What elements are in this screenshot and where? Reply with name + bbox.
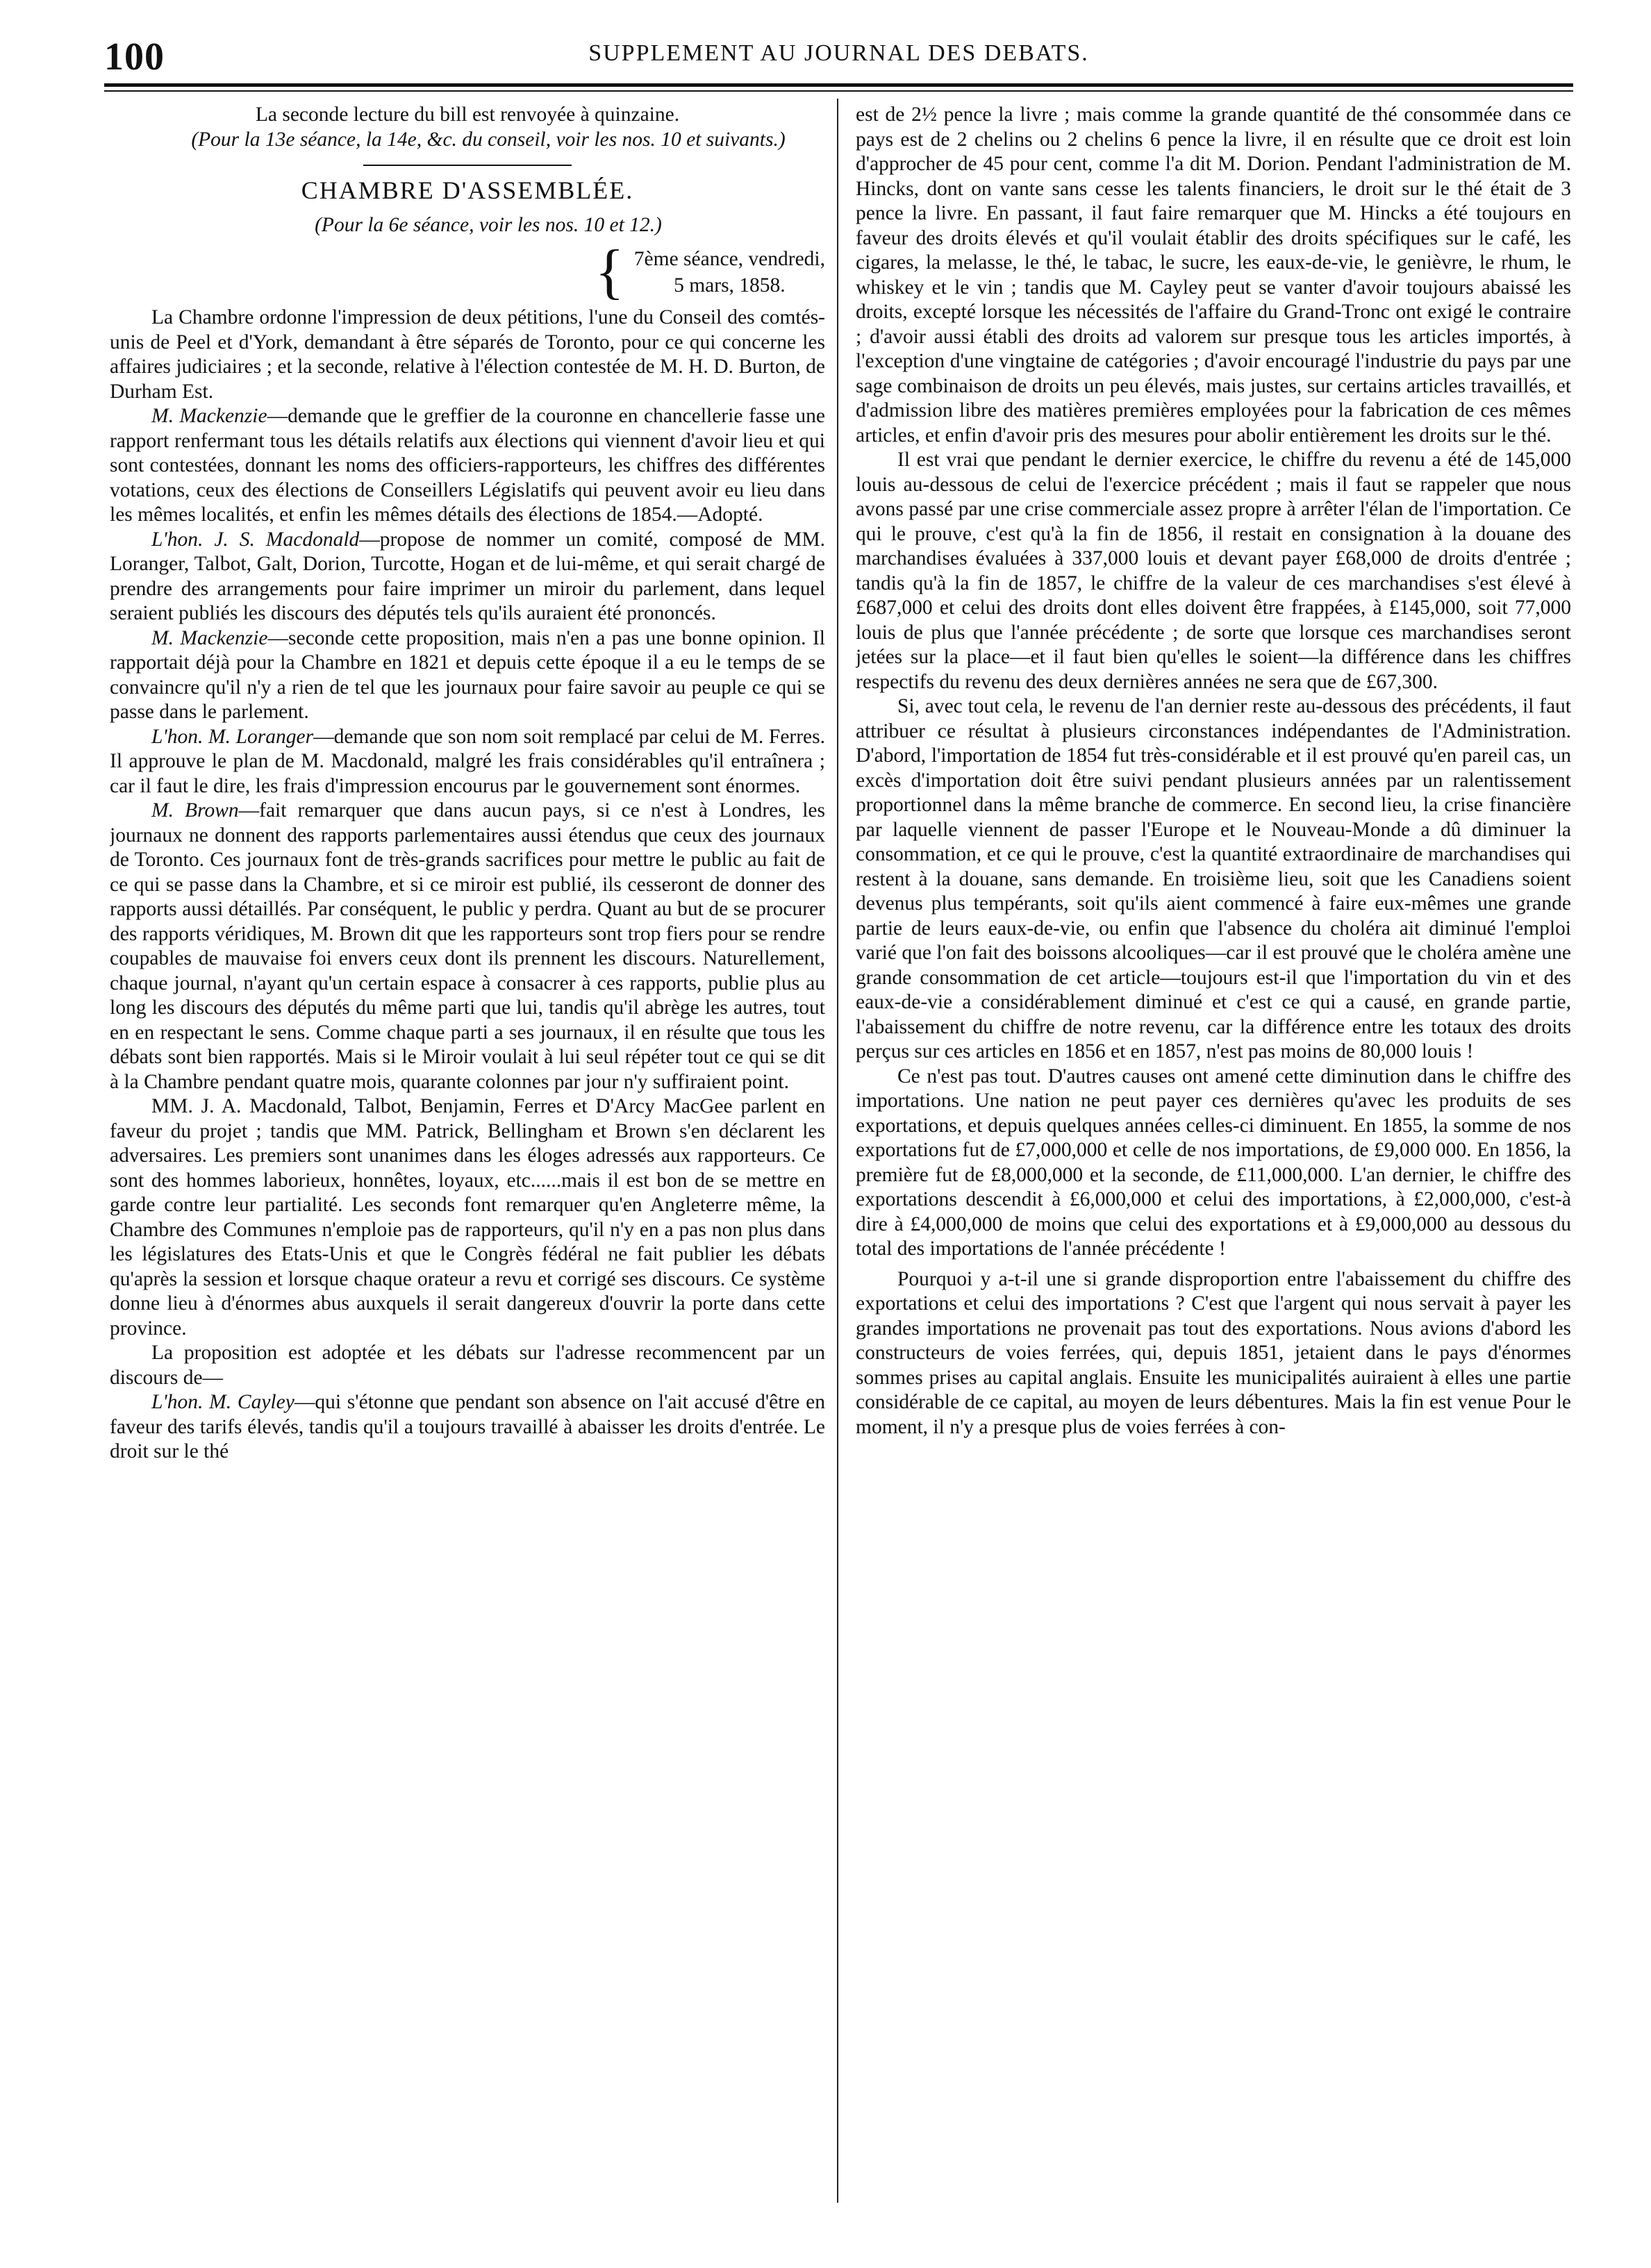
header-rule-thin (104, 90, 1573, 92)
speech-text: —seconde cette proposition, mais n'en a pas une bonne opinion. Il rapportait déjà pour la Chambre en 1821 et depuis cette époque il a eu le temps de se convaincre qu'il n'y a rien de tel que les journaux pour faire savoir au peuple ce qui se passe dans le parlement. (110, 626, 825, 723)
section-title: CHAMBRE D'ASSEMBLÉE. (301, 176, 634, 204)
page-header (104, 35, 1573, 83)
right-column (856, 103, 1571, 2193)
paragraph (110, 528, 825, 626)
dateline-day: 7ème séance, vendredi, (633, 248, 825, 270)
paragraph: Pourquoi y a-t-il une si grande disproportion entre l'abaissement du chiffre des exportations et celui des importations ? C'est que l'argent qui nous servait à payer les grandes importations ne provenait pas tout des exportations. Nous avions d'abord les constructeurs de voies ferrées, qui, depuis 1851, jetaient dans le pays d'énormes sommes prises au capital anglais. Ensuite les municipalités auiraient à elles une partie considérable de ce capital, au moyen de leurs débentures. Mais la fin est venue Pour le moment, il n'y a presque plus de voies ferrées à con- (856, 1267, 1571, 1438)
speaker-name: L'hon. M. Cayley (151, 1391, 294, 1413)
paragraph: La seconde lecture du bill est renvoyée à quinzaine. (255, 103, 680, 126)
paragraph: Il est vrai que pendant le dernier exercice, le chiffre du revenu a été de 145,000 louis au-dessous de celui de l'exercice précédent ; mais il faut se rappeler que nous avons passé par une crise commerciale assez propre à arrêter l'élan de l'importation. Ce qui le prouve, c'est qu'à la fin de 1856, il restait en consignation à la douane des marchandises évaluées à 337,000 louis et devant payer £68,000 de droits d'entrée ; tandis qu'à la fin de 1857, le chiffre de la valeur de ces marchandises s'est élevé à £687,000 et celui des droits dont elles doivent être frappées, à £145,000, soit 77,000 louis de plus que l'année précédente ; de sorte que lorsque ces marchandises seront jetées sur la place—et il faut bien qu'elles le soient—la différence dans les chiffres respectifs du revenu des deux dernières années ne sera que de £67,300. (856, 449, 1571, 693)
speaker-name: L'hon. M. Loranger (151, 725, 314, 748)
page-number: 100 (104, 35, 165, 78)
speech-text: —demande que son nom soit remplacé par celui de M. Ferres. Il approuve le plan de M. Macdonald, malgré les frais considérables qu'il entraînera ; car il faut le dire, les frais d'impression encourus par le gouvernement sont énormes. (110, 725, 825, 797)
speaker-name: M. Mackenzie (151, 626, 268, 649)
speech-text: —qui s'étonne que pendant son absence on l'ait accusé d'être en faveur des tarifs élevés, tandis qu'il a toujours travaillé à abaisser les droits d'entrée. Le droit sur le thé (110, 1391, 825, 1462)
paragraph (110, 725, 825, 799)
paragraph (110, 626, 825, 725)
brace-icon: { (595, 238, 624, 306)
speech-text: —demande que le greffier de la couronne en chancellerie fasse une rapport renfermant tous les détails relatifs aux élections qui viennent d'avoir lieu et qui sont contestées, donnant les noms des officiers-rapporteurs, les chiffres des différentes votations, ceux des élections de Conseillers Législatifs qui peuvent avoir eu lieu dans les mêmes localités, et enfin les mêmes détails des élections de 1854.—Adopté. (110, 405, 825, 526)
paragraph (110, 799, 825, 1094)
editorial-note: (Pour la 6e séance, voir les nos. 10 et 12.) (315, 213, 662, 236)
speaker-name: L'hon. J. S. Macdonald (151, 528, 360, 551)
paragraph (110, 1390, 825, 1465)
speech-text: —fait remarquer que dans aucun pays, si ce n'est à Londres, les journaux ne donnent des rapports parlementaires aussi étendus que ceux des journaux de Toronto. Ces journaux font de très-grands sacrifices pour mettre le public au fait de ce qui se passe dans la Chambre, et si ce miroir est publié, ils cesseront de donner des rapports aussi détaillés. Par conséquent, le public y perdra. Quant au but de se procurer des rapports véridiques, M. Brown dit que les rapporteurs sont trop fiers pour se rendre coupables de mauvaise foi envers ceux dont ils prennent les discours. Naturellement, chaque journal, n'ayant qu'un certain espace à consacrer à ces rapports, publie plus au long les discours des députés du même parti que lui, tandis qu'il abrège les autres, tout en en respectant le sens. Comme chaque parti a ses journaux, il en résulte que tous les débats sont bien rapportés. Mais si le Miroir voulait à lui seul répéter tout ce qui se dit à la Chambre pendant quatre mois, quarante colonnes par jour n'y suffiraient point. (110, 799, 825, 1093)
dateline-date: 5 mars, 1858. (674, 274, 786, 297)
paragraph: MM. J. A. Macdonald, Talbot, Benjamin, Ferres et D'Arcy MacGee parlent en faveur du projet ; tandis que MM. Patrick, Bellingham et Brown s'en déclarent les adversaires. Les premiers sont unanimes dans les éloges adressés aux rapporteurs. Ce sont des hommes laborieux, honnêtes, loyaux, etc......mais il est bon de se mettre en garde contre leur partialité. Les seconds font remarquer qu'en Angleterre même, la Chambre des Communes n'emploie pas de rapporteurs, qu'il n'y en a pas non plus dans les législatures des Etats-Unis et que le Congrès fédéral ne fait publier les débats qu'après la session et lorsque chaque orateur a revu et corrigé ses discours. Ce système donne lieu à d'énormes abus auxquels il serait dangereux d'ouvrir la porte dans cette province. (110, 1095, 825, 1340)
header-rule-thick (104, 83, 1573, 87)
speech-text: —propose de nommer un comité, composé de MM. Loranger, Talbot, Galt, Dorion, Turcotte, Hogan et de lui-même, et qui serait chargé de prendre des arrangements pour faire imprimer un miroir du parlement, dans lequel seraient publiés les discours des députés tels qu'ils auraient été prononcés. (110, 528, 825, 624)
session-dateline (110, 238, 825, 306)
left-column (110, 103, 825, 2193)
section-rule (363, 165, 572, 166)
paragraph: est de 2½ pence la livre ; mais comme la grande quantité de thé consommée dans ce pays est de 2 chelins ou 2 chelins 6 pence la livre, il en résulte que ce droit est loin d'approcher de 45 pour cent, comme l'a dit M. Dorion. Pendant l'administration de M. Hincks, dont on vante sans cesse les talents financiers, le droit sur le thé était de 3 pence la livre. En passant, il faut faire remarquer que M. Hincks a été toujours en faveur des droits élevés et qu'il voulait établir des droits spécifiques sur le café, les cigares, la melasse, le thé, le tabac, le sucre, les eaux-de-vie, le genièvre, le rhum, le whiskey et le vin ; tandis que M. Cayley peut se vanter d'avoir toujours abaissé les droits, excepté lorsque les nécessités de l'affaire du Grand-Tronc ont exigé le contraire ; d'avoir aussi établi des droits ad valorem sur presque tous les articles importés, à l'exception d'une vingtaine de catégories ; d'avoir encouragé l'industrie du pays par une sage combinaison de droits un peu élevés, mais justes, sur certains articles travaillés, et d'admission libre des matières premières employées pour la fabrication de ces mêmes articles, et enfin d'avoir pris des mesures pour abolir entièrement les droits sur le thé. (856, 103, 1571, 447)
paragraph: Ce n'est pas tout. D'autres causes ont amené cette diminution dans le chiffre des importations. Une nation ne peut payer ces dernières qu'avec les produits de ses exportations, et depuis quelques années celles-ci diminuent. En 1855, la somme de nos exportations fut de £7,000,000 et celle de nos importations, de £9,000 000. En 1856, la première fut de £8,000,000 et la seconde, de £11,000,000. L'an dernier, le chiffre des exportations descendit à £6,000,000 et celui des importations, à £2,000,000, c'est-à dire à £4,000,000 de moins que celui des exportations et à £9,000,000 au dessous du total des importations de l'année précédente ! (856, 1065, 1571, 1260)
speaker-name: M. Mackenzie (151, 405, 267, 427)
editorial-note: (Pour la 13e séance, la 14e, &c. du conseil, voir les nos. 10 et suivants.) (191, 128, 786, 151)
column-divider (837, 99, 838, 2203)
paragraph (110, 404, 825, 528)
paragraph: La proposition est adoptée et les débats sur l'adresse recommencent par un discours de— (110, 1342, 825, 1389)
paragraph: Si, avec tout cela, le revenu de l'an dernier reste au-dessous des précédents, il faut attribuer ce résultat à plusieurs circonstances indépendantes de l'Administration. D'abord, l'importation de 1854 fut très-considérable et il est prouvé qu'en pareil cas, un excès d'importation doit être suivi pendant plusieurs années par un ralentissement proportionnel dans la même branche de commerce. En second lieu, la crise financière par laquelle viennent de passer l'Europe et le Nouveau-Monde a dû diminuer la consommation, et ce qui le prouve, c'est la quantité extraordinaire de marchandises qui restent à la douane, sans demande. En troisième lieu, soit que les Canadiens soient devenus plus tempérants, soit qu'ils aient commencé à faire eux-mêmes une grande partie de leurs eaux-de-vie, ou enfin que l'absence du choléra ait diminué l'emploi varié que l'on fait des boissons alcooliques—car il est prouvé que le choléra amène une grande consommation de cet article—toujours est-il que l'importation du vin et des eaux-de-vie a considérablement diminué et c'est ce qui a causé, en grande partie, l'abaissement du chiffre de notre revenu, car la différence entre les totaux des droits perçus sur ces articles en 1856 et en 1857, n'est pas moins de 80,000 louis ! (856, 695, 1571, 1062)
paragraph: La Chambre ordonne l'impression de deux pétitions, l'une du Conseil des comtés-unis de Peel et d'York, demandant à être séparés de Toronto, pour ce qui concerne les affaires judiciaires ; et la seconde, relative à l'élection contestée de M. H. D. Burton, de Durham Est. (110, 306, 825, 403)
journal-title: SUPPLEMENT AU JOURNAL DES DEBATS. (588, 40, 1089, 66)
speaker-name: M. Brown (151, 799, 239, 822)
